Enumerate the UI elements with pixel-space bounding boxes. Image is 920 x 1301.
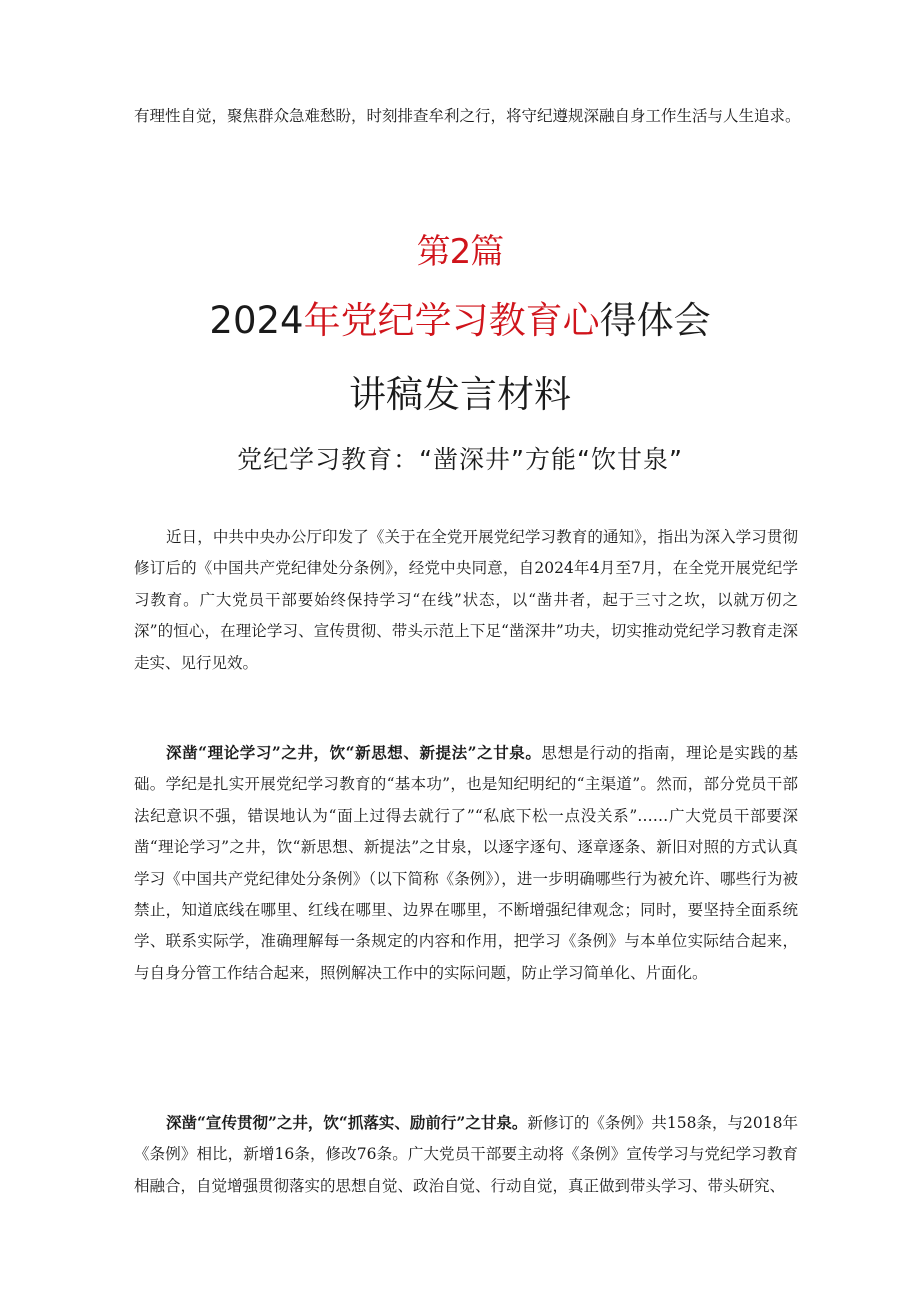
paragraph-lead: 深凿“宣传贯彻”之井，饮“抓落实、励前行”之甘泉。 (166, 1113, 528, 1132)
section-number: 第2篇 (416, 232, 504, 272)
paragraph-text: 近日，中共中央办公厅印发了《关于在全党开展党纪学习教育的通知》，指出为深入学习贯彻修订后的《中国共产党纪律处分条例》，经党中央同意，自2024年4月至7月，在全党开展党纪学习教育。广大党员干部要始终保持学习“在线”状态，以“凿井者，起于三寸之坎，以就万仞之深”的恒心，在理论学习、宣传贯彻、带头示范上下足“凿深井”功夫，切实推动党纪学习教育走深走实、见行见效。 (134, 528, 798, 672)
paragraph-text: 新修订的《条例》共158条，与2018年《条例》相比，新增16条，修改76条。广大党员干部要主动将《条例》宣传学习与党纪学习教育相融合，自觉增强贯彻落实的思想自觉、政治自觉、行动自觉，真正做到带头学习、带头研究、 (134, 1114, 798, 1195)
paragraph (134, 521, 798, 679)
title-year: 2024 (209, 299, 304, 342)
carry-over-line: 有理性自觉，聚焦群众急难愁盼，时刻排查牟利之行，将守纪遵规深融自身工作生活与人生追求。 (134, 107, 801, 125)
title-line-2: 讲稿发言材料 (349, 373, 571, 416)
subtitle: 党纪学习教育：“凿深井”方能“饮甘泉” (237, 445, 683, 474)
title-red-part: 年党纪学习教育心 (303, 299, 600, 342)
paragraph (134, 737, 798, 989)
paragraph-lead: 深凿“理论学习”之井，饮“新思想、新提法”之甘泉。 (166, 743, 542, 762)
paragraph (134, 1107, 798, 1202)
paragraph-text: 思想是行动的指南，理论是实践的基础。学纪是扎实开展党纪学习教育的“基本功”，也是知纪明纪的“主渠道”。然而，部分党员干部法纪意识不强，错误地认为“面上过得去就行了”“私底下松一点没关系”……广大党员干部要深凿“理论学习”之井，饮“新思想、新提法”之甘泉，以逐字逐句、逐章逐条、新旧对照的方式认真学习《中国共产党纪律处分条例》（以下简称《条例》），进一步明确哪些行为被允许、哪些行为被禁止，知道底线在哪里、红线在哪里、边界在哪里，不断增强纪律观念；同时，要坚持全面系统学、联系实际学，准确理解每一条规定的内容和作用，把学习《条例》与本单位实际结合起来，与自身分管工作结合起来，照例解决工作中的实际问题，防止学习简单化、片面化。 (134, 744, 798, 982)
title-line-1 (0, 290, 920, 344)
title-black-part: 得体会 (599, 299, 711, 342)
